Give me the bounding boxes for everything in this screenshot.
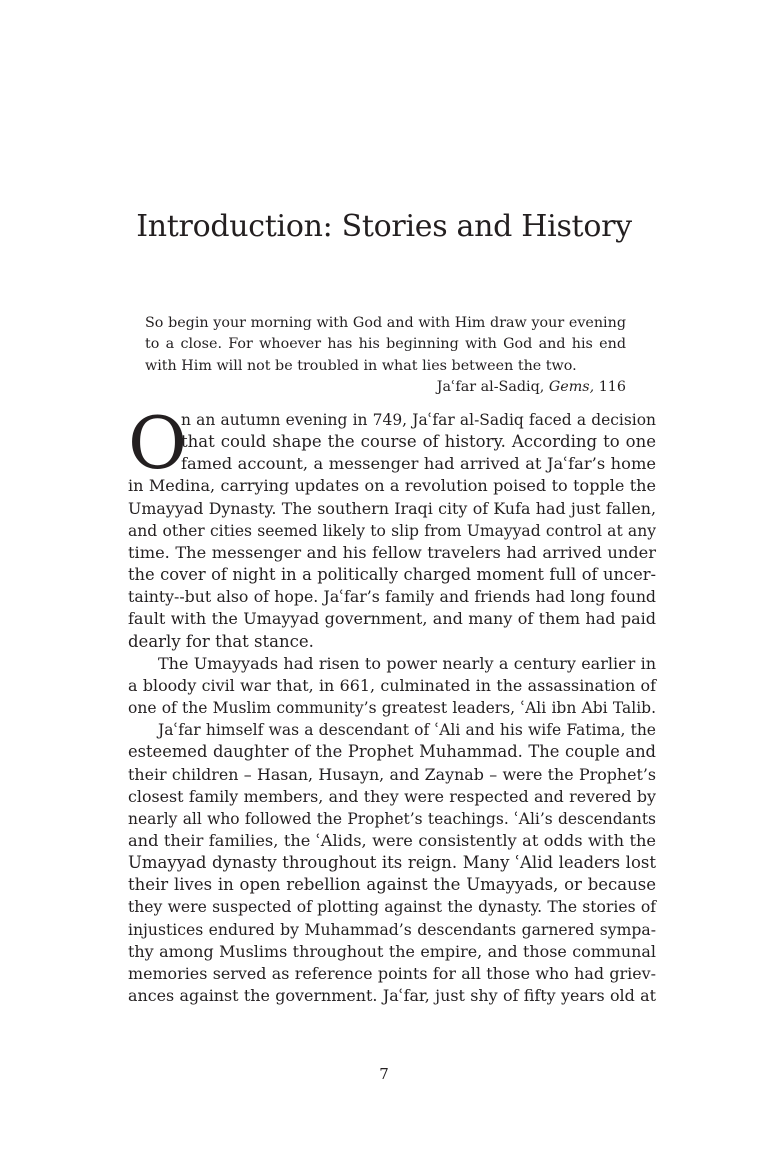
epigraph — [145, 313, 626, 398]
text-line: their children – Hasan, Husayn, and Zaynab – were the Prophet’s — [128, 764, 656, 784]
epigraph-line: So begin your morning with God and with Him draw your evening — [145, 315, 626, 331]
text-line: Umayyad dynasty throughout its reign. Many ʿAlid leaders lost — [128, 853, 656, 873]
body-text — [128, 401, 656, 1007]
epigraph-line: to a close. For whoever has his beginning with God and his end — [145, 336, 626, 353]
attribution-page: 116 — [598, 378, 626, 395]
text-line: injustices endured by Muhammad’s descendants garnered sympa- — [128, 920, 656, 939]
text-line: in Medina, carrying updates on a revolution poised to topple the — [128, 476, 656, 496]
text-line: Umayyad Dynasty. The southern Iraqi city of Kufa had just fallen, — [128, 498, 656, 518]
text-line: esteemed daughter of the Prophet Muhammad. The couple and — [128, 742, 656, 762]
text-line: Jaʿfar himself was a descendant of ʿAli and his wife Fatima, the — [158, 721, 656, 740]
paragraph — [128, 653, 656, 719]
text-line: memories served as reference points for all those who had griev- — [128, 963, 656, 983]
text-line: famed account, a messenger had arrived at Jaʿfar’s home — [181, 454, 656, 474]
text-line: time. The messenger and his fellow travelers had arrived under — [128, 542, 656, 562]
text-line: dearly for that stance. — [128, 631, 314, 651]
attribution-work: Gems, — [548, 378, 595, 395]
text-line: that could shape the course of history. According to one — [181, 432, 656, 452]
text-line: tainty--but also of hope. Jaʿfar’s family and friends had long found — [128, 587, 656, 607]
text-line: they were suspected of plotting against the dynasty. The stories of — [128, 898, 656, 917]
text-line: their lives in open rebellion against the Umayyads, or because — [128, 875, 656, 895]
text-line: The Umayyads had risen to power nearly a century earlier in — [158, 653, 656, 673]
text-line: n an autumn evening in 749, Jaʿfar al-Sadiq faced a decision — [181, 411, 656, 429]
text-line: fault with the Umayyad government, and many of them had paid — [128, 609, 656, 629]
paragraph — [128, 401, 656, 653]
text-line: a bloody civil war that, in 661, culminated in the assassination of — [128, 675, 656, 695]
epigraph-line: with Him will not be troubled in what lies between the two. — [145, 357, 577, 374]
text-line: thy among Muslims throughout the empire, and those communal — [128, 941, 656, 961]
attribution-author: Jaʿfar al-Sadiq, — [436, 378, 545, 395]
epigraph-attribution — [145, 377, 626, 398]
text-line: and their families, the ʿAlids, were consistently at odds with the — [128, 830, 656, 850]
paragraph — [128, 719, 656, 1007]
text-line: closest family members, and they were respected and revered by — [128, 786, 656, 806]
text-line: the cover of night in a politically charged moment full of uncer- — [128, 565, 656, 585]
text-line: one of the Muslim community’s greatest leaders, ʿAli ibn Abi Talib. — [128, 699, 656, 718]
drop-cap: O — [128, 401, 188, 485]
text-line: ances against the government. Jaʿfar, just shy of fifty years old at — [128, 986, 656, 1006]
chapter-title: Introduction: Stories and History — [136, 209, 632, 244]
text-line: and other cities seemed likely to slip from Umayyad control at any — [128, 521, 656, 540]
page-number: 7 — [379, 1065, 389, 1083]
text-line: nearly all who followed the Prophet’s teachings. ʿAli’s descendants — [128, 809, 656, 828]
